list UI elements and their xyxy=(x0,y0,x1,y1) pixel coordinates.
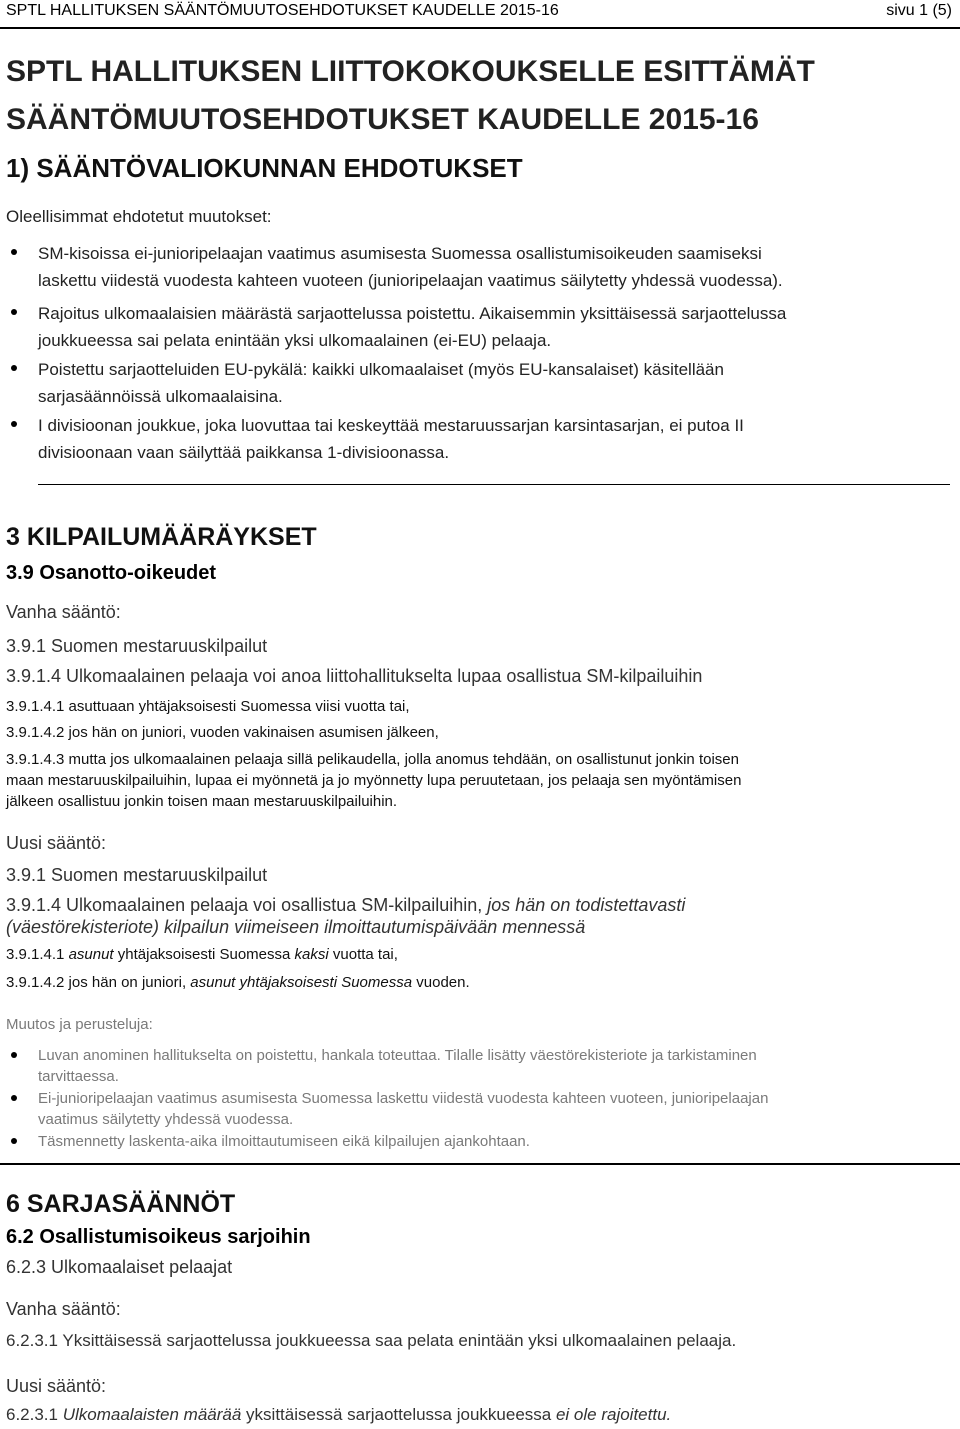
list-item-line: Täsmennetty laskenta-aika ilmoittautumiseen eikä kilpailujen ajankohtaan. xyxy=(38,1133,530,1150)
page-number: sivu 1 (5) xyxy=(886,2,952,19)
new-rule-label: Uusi sääntö: xyxy=(6,833,107,853)
document-title-line-1: SPTL HALLITUKSEN LIITTOKOKOUKSELLE ESITTÄMÄT xyxy=(6,55,815,88)
new-rule-6-2-3-1 xyxy=(6,1405,671,1425)
page-header xyxy=(0,0,960,30)
old-rule-3-9-1-4-3-line-2: maan mestaruuskilpailuihin, lupaa ei myönnetä ja jo myönnetty lupa peruutetaan, jos pelaaja sen myöntämisen xyxy=(6,772,742,789)
old-rule-3-9-1-4-3-line-3: jälkeen osallistuu jonkin toisen maan mestaruuskilpailuihin. xyxy=(6,793,398,810)
bullet-icon xyxy=(11,309,17,315)
document-title-line-2: SÄÄNTÖMUUTOSEHDOTUKSET KAUDELLE 2015-16 xyxy=(6,103,759,136)
new-rule-change: asunut yhtäjaksoisesti Suomessa xyxy=(190,974,413,991)
new-rule-3-9-1-4-2 xyxy=(6,974,470,991)
bullet-icon xyxy=(11,249,17,255)
new-rule-text: vuoden. xyxy=(412,974,470,991)
header-divider xyxy=(0,27,960,29)
bullet-icon xyxy=(11,1095,17,1101)
section-6-sub2: 6.2.3 Ulkomaalaiset pelaajat xyxy=(6,1257,233,1277)
old-rule-title: 3.9.1 Suomen mestaruuskilpailut xyxy=(6,636,268,656)
reasons-label: Muutos ja perusteluja: xyxy=(6,1016,153,1033)
old-rule-6-2-3-1: 6.2.3.1 Yksittäisessä sarjaottelussa joukkueessa saa pelata enintään yksi ulkomaalainen pelaaja. xyxy=(6,1331,737,1350)
old-rule-3-9-1-4-2: 3.9.1.4.2 jos hän on juniori, vuoden vakinaisen asumisen jälkeen, xyxy=(6,724,439,741)
new-rule-change: Ulkomaalaisten määrää xyxy=(62,1405,242,1424)
rule-number: 6.2.3.1 xyxy=(6,1405,63,1424)
list-item-line: divisioonaan vaan säilyttää paikkansa 1-divisioonassa. xyxy=(38,443,450,462)
list-item-line: Ei-junioripelaajan vaatimus asumisesta Suomessa laskettu viidestä vuodesta kahteen vuoteen, junioripelaajan xyxy=(38,1090,769,1107)
list-item-line: Poistettu sarjaotteluiden EU-pykälä: kaikki ulkomaalaiset (myös EU-kansalaiset) käsitellään xyxy=(38,360,724,379)
bullet-icon xyxy=(11,421,17,427)
list-item-line: Luvan anominen hallitukselta on poistettu, hankala toteuttaa. Tilalle lisätty väestörekisteriote ja tarkistaminen xyxy=(38,1047,757,1064)
new-rule-change: jos hän on todistettavasti xyxy=(487,895,686,915)
new-rule-3-9-1-4 xyxy=(6,895,685,916)
new-rule-text: 3.9.1.4 Ulkomaalainen pelaaja voi osallistua SM-kilpailuihin, xyxy=(6,895,488,915)
rule-number: 3.9.1.4.1 xyxy=(6,946,69,963)
section-1-intro: Oleellisimmat ehdotetut muutokset: xyxy=(6,207,272,226)
section-1-heading: 1) SÄÄNTÖVALIOKUNNAN EHDOTUKSET xyxy=(6,153,523,183)
section-divider xyxy=(0,1163,960,1165)
list-item-line: sarjasäännöissä ulkomaalaisina. xyxy=(38,387,283,406)
old-rule-label: Vanha sääntö: xyxy=(6,602,121,622)
new-rule-3-9-1-4-1 xyxy=(6,946,398,963)
list-item-line: tarvittaessa. xyxy=(38,1068,119,1085)
new-rule-text: 3.9.1.4.2 jos hän on juniori, xyxy=(6,974,191,991)
new-rule-title: 3.9.1 Suomen mestaruuskilpailut xyxy=(6,865,268,885)
new-rule-change: ei ole rajoitettu. xyxy=(555,1405,672,1424)
new-rule-label: Uusi sääntö: xyxy=(6,1376,107,1396)
bullet-icon xyxy=(11,1052,17,1058)
old-rule-3-9-1-4-1: 3.9.1.4.1 asuttuaan yhtäjaksoisesti Suomessa viisi vuotta tai, xyxy=(6,698,410,715)
old-rule-label: Vanha sääntö: xyxy=(6,1299,121,1319)
old-rule-3-9-1-4-3-line-1: 3.9.1.4.3 mutta jos ulkomaalainen pelaaja sillä pelikaudella, jolla anomus tehdään, on osallistunut jonkin toisen xyxy=(6,751,739,768)
new-rule-change: asunut xyxy=(68,946,114,963)
list-item-line: Rajoitus ulkomaalaisien määrästä sarjaottelussa poistettu. Aikaisemmin yksittäisessä sarjaottelussa xyxy=(38,304,787,323)
list-item-line: I divisioonan joukkue, joka luovuttaa tai keskeyttää mestaruussarjan karsintasarjan, ei putoa II xyxy=(38,416,744,435)
new-rule-text: yhtäjaksoisesti Suomessa xyxy=(113,946,295,963)
list-item-line: vaatimus säilytetty yhdessä vuodessa. xyxy=(38,1111,294,1128)
section-separator xyxy=(38,484,950,485)
list-item-line: joukkueessa sai pelata enintään yksi ulkomaalainen (ei-EU) pelaaja. xyxy=(38,331,552,350)
list-item-line: SM-kisoissa ei-junioripelaajan vaatimus asumisesta Suomessa osallistumisoikeuden saamiseksi xyxy=(38,244,762,263)
header-title: SPTL HALLITUKSEN SÄÄNTÖMUUTOSEHDOTUKSET KAUDELLE 2015-16 xyxy=(6,2,559,19)
bullet-icon xyxy=(11,365,17,371)
old-rule-3-9-1-4: 3.9.1.4 Ulkomaalainen pelaaja voi anoa liittohallitukselta lupaa osallistua SM-kilpailuihin xyxy=(6,666,703,686)
section-6-heading: 6 SARJASÄÄNNÖT xyxy=(6,1190,236,1218)
section-6-subheading: 6.2 Osallistumisoikeus sarjoihin xyxy=(6,1226,311,1248)
new-rule-text: vuotta tai, xyxy=(328,946,398,963)
new-rule-3-9-1-4-line-2: (väestörekisteriote) kilpailun viimeiseen ilmoittautumispäivään mennessä xyxy=(6,917,586,937)
new-rule-change: kaksi xyxy=(294,946,329,963)
section-3-heading: 3 KILPAILUMÄÄRÄYKSET xyxy=(6,523,317,551)
list-item-line: laskettu viidestä vuodesta kahteen vuoteen (junioripelaajan vaatimus säilytetty yhdessä vuodessa). xyxy=(38,271,783,290)
bullet-icon xyxy=(11,1138,17,1144)
new-rule-text: yksittäisessä sarjaottelussa joukkueessa xyxy=(241,1405,556,1424)
section-3-subheading: 3.9 Osanotto-oikeudet xyxy=(6,562,217,584)
